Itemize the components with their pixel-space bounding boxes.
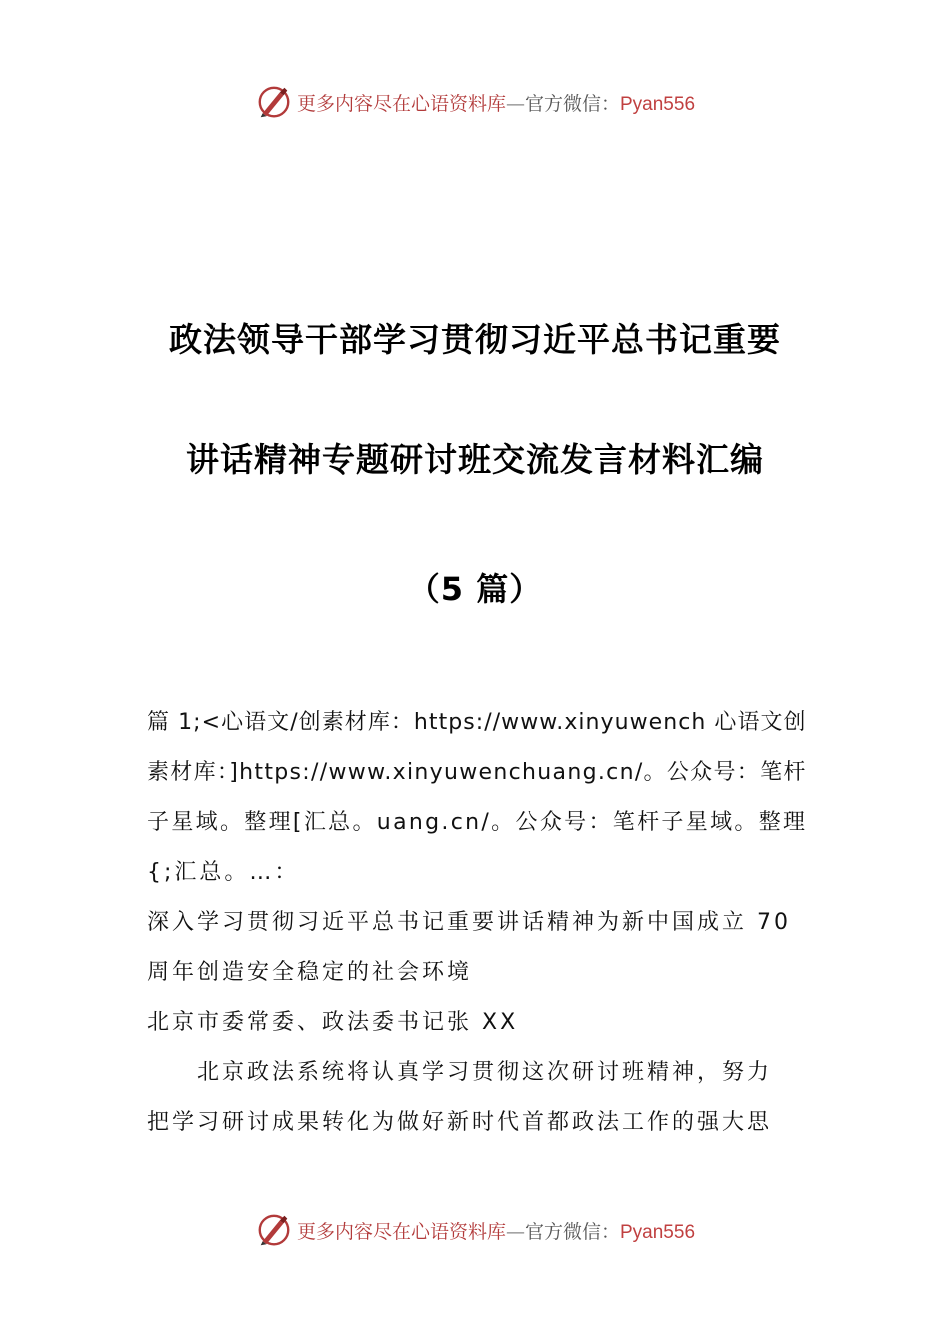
banner-part1: 更多内容尽在心语资料库 [296, 1220, 506, 1243]
banner-text [297, 1217, 695, 1244]
banner-text [297, 89, 695, 116]
banner-dash: — [505, 92, 525, 115]
footer-banner [0, 1208, 950, 1252]
body-line: 周年创造安全稳定的社会环境 [147, 960, 473, 985]
banner-part2: 官方微信： [524, 1220, 620, 1243]
title-line-1: 政法领导干部学习贯彻习近平总书记重要 [169, 320, 781, 359]
body-line: 北京政法系统将认真学习贯彻这次研讨班精神，努力 [147, 1060, 773, 1085]
body-line: {;汇总。…： [147, 860, 300, 885]
banner-wechat: Pyan556 [620, 93, 696, 115]
pen-logo-icon [255, 1211, 293, 1249]
header-banner [0, 80, 950, 124]
body-line: 把学习研讨成果转化为做好新时代首都政法工作的强大思 [147, 1110, 773, 1135]
banner-part2: 官方微信： [524, 92, 620, 115]
body-line: 深入学习贯彻习近平总书记重要讲话精神为新中国成立 70 [147, 910, 791, 935]
banner-wechat: Pyan556 [620, 1221, 696, 1243]
banner-dash: — [505, 1220, 525, 1243]
body-line: 篇 1;<心语文/创素材库：https://www.xinyuwench 心语文创 [147, 710, 807, 735]
body-line: 北京市委常委、政法委书记张 XX [147, 1010, 519, 1035]
pen-logo-icon [255, 83, 293, 121]
title-line-3: （5 篇） [407, 570, 543, 608]
body-line: 素材库：]https://www.xinyuwenchuang.cn/。公众号：笔杆 [147, 760, 807, 785]
body-line: 子星域。整理[汇总。uang.cn/。公众号：笔杆子星域。整理 [147, 810, 808, 835]
title-line-2: 讲话精神专题研讨班交流发言材料汇编 [186, 440, 764, 479]
banner-part1: 更多内容尽在心语资料库 [296, 92, 506, 115]
